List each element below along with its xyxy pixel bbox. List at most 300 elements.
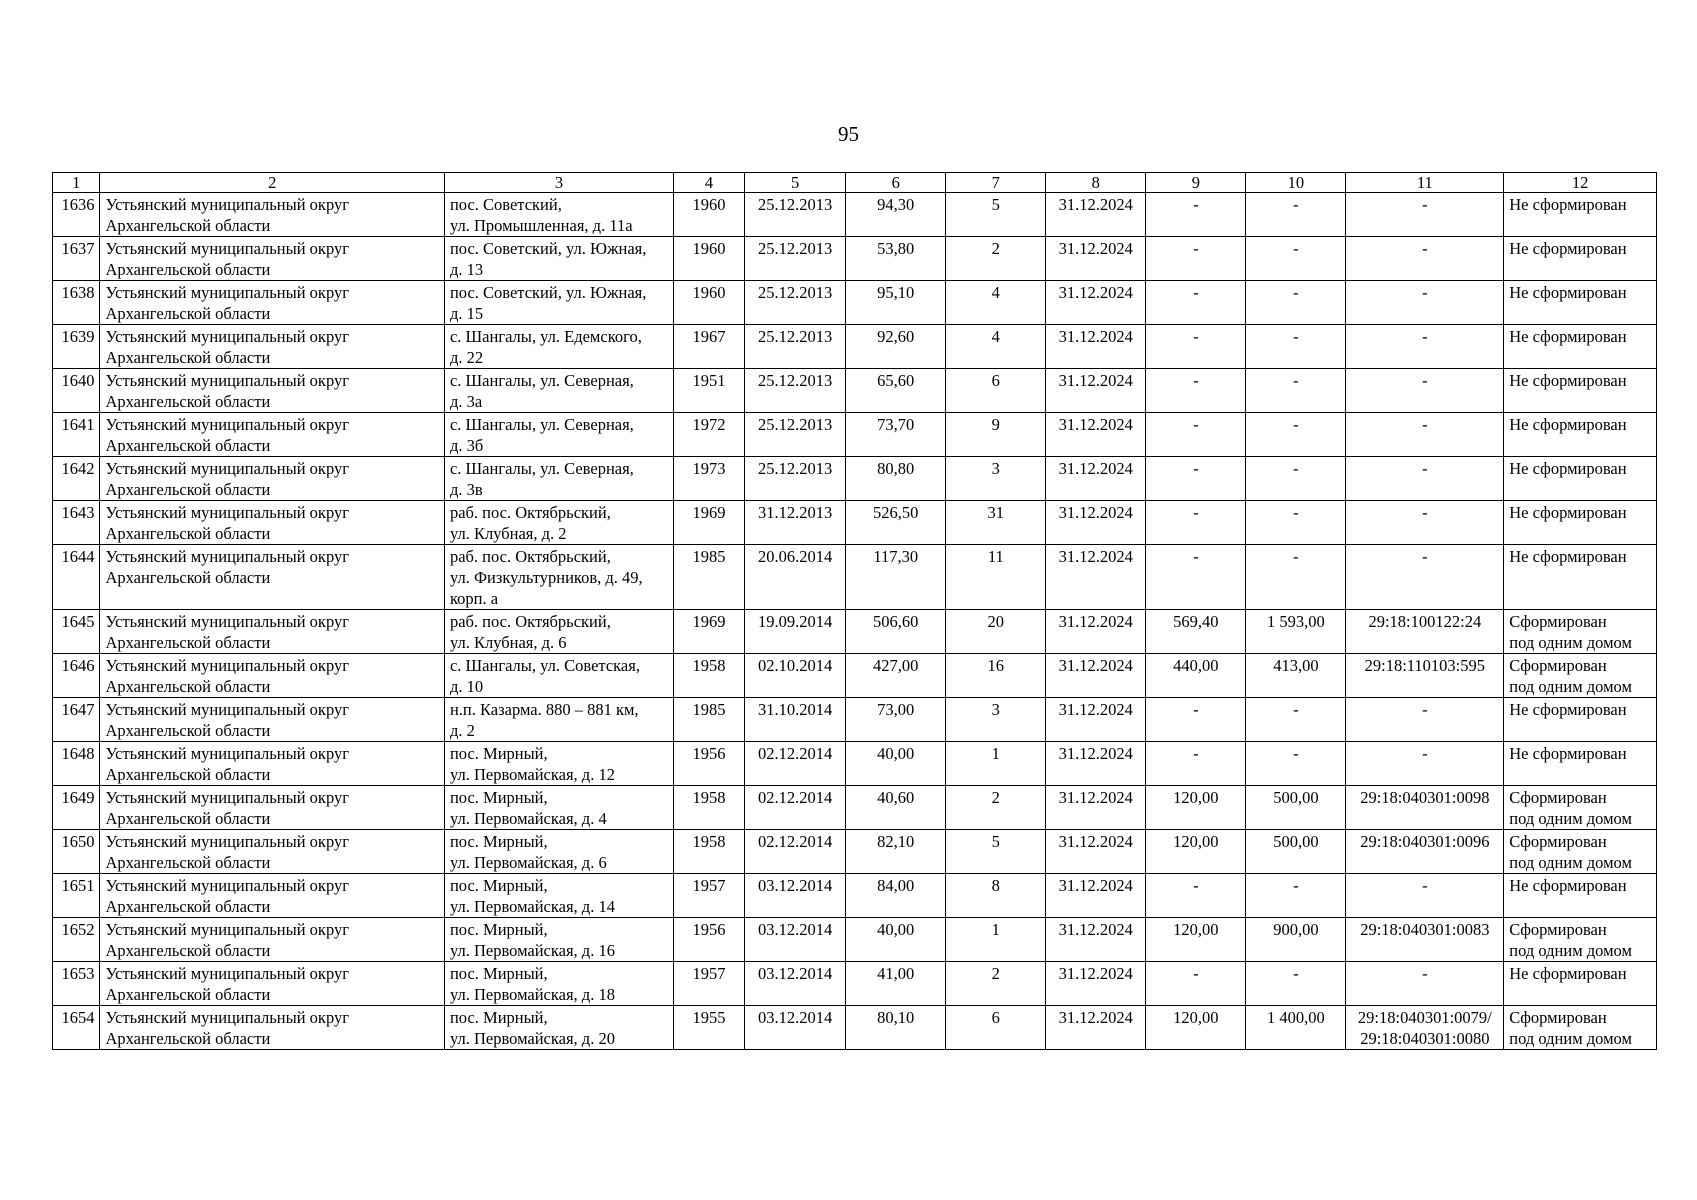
address-cell: [444, 786, 673, 830]
cadastral-number-line: -: [1422, 283, 1428, 302]
address-line: н.п. Казарма. 880 – 881 км,: [449, 700, 639, 719]
recognition-date-cell: 25.12.2013: [745, 457, 846, 501]
land-plot-status-cell: [1504, 962, 1657, 1006]
living-area-cell: 80,10: [846, 1006, 946, 1050]
municipality-line: Архангельской области: [105, 216, 271, 235]
municipality-cell: [100, 742, 445, 786]
land-value-cell: -: [1246, 962, 1346, 1006]
land-plot-status-line: Сформирован: [1509, 832, 1607, 851]
municipality-line: Устьянский муниципальный округ: [105, 283, 349, 302]
cadastral-number-cell: [1346, 545, 1504, 610]
residents-count-cell: 3: [946, 457, 1046, 501]
address-cell: [444, 742, 673, 786]
address-cell: [444, 501, 673, 545]
land-area-cell: -: [1146, 501, 1246, 545]
recognition-date-cell: 02.12.2014: [745, 742, 846, 786]
cadastral-number-cell: [1346, 1006, 1504, 1050]
land-area-cell: -: [1146, 545, 1246, 610]
address-line: с. Шангалы, ул. Советская,: [449, 656, 640, 675]
land-area-cell: 120,00: [1146, 1006, 1246, 1050]
year-built-cell: 1985: [673, 698, 744, 742]
address-line: ул. Первомайская, д. 6: [449, 853, 607, 872]
land-plot-status-line: Не сформирован: [1509, 239, 1627, 258]
land-plot-status-line: под одним домом: [1509, 941, 1632, 960]
municipality-cell: [100, 237, 445, 281]
cadastral-number-cell: [1346, 874, 1504, 918]
address-line: д. 2: [449, 721, 475, 740]
row-number: 1646: [53, 654, 100, 698]
land-plot-status-cell: [1504, 830, 1657, 874]
municipality-cell: [100, 830, 445, 874]
address-cell: [444, 698, 673, 742]
living-area-cell: 53,80: [846, 237, 946, 281]
year-built-cell: 1957: [673, 962, 744, 1006]
recognition-date-cell: 20.06.2014: [745, 545, 846, 610]
table-row: [53, 193, 1657, 237]
resettlement-deadline-cell: 31.12.2024: [1046, 501, 1146, 545]
table-row: [53, 325, 1657, 369]
living-area-cell: 506,60: [846, 610, 946, 654]
housing-register-table: [52, 172, 1657, 1050]
cadastral-number-line: 29:18:040301:0079/: [1357, 1008, 1492, 1027]
recognition-date-cell: 03.12.2014: [745, 874, 846, 918]
cadastral-number-line: -: [1422, 503, 1428, 522]
year-built-cell: 1956: [673, 918, 744, 962]
residents-count-cell: 1: [946, 742, 1046, 786]
land-area-cell: -: [1146, 698, 1246, 742]
municipality-cell: [100, 786, 445, 830]
municipality-cell: [100, 325, 445, 369]
table-row: [53, 654, 1657, 698]
year-built-cell: 1957: [673, 874, 744, 918]
municipality-line: Устьянский муниципальный округ: [105, 788, 349, 807]
table-row: [53, 786, 1657, 830]
land-value-cell: -: [1246, 742, 1346, 786]
land-plot-status-cell: [1504, 742, 1657, 786]
address-line: д. 15: [449, 304, 484, 323]
residents-count-cell: 6: [946, 369, 1046, 413]
land-value-cell: 1 400,00: [1246, 1006, 1346, 1050]
land-plot-status-cell: [1504, 413, 1657, 457]
municipality-cell: [100, 281, 445, 325]
cadastral-number-line: -: [1422, 700, 1428, 719]
column-number: 9: [1146, 173, 1246, 193]
address-line: пос. Советский,: [449, 195, 562, 214]
land-plot-status-cell: [1504, 457, 1657, 501]
table-row: [53, 742, 1657, 786]
cadastral-number-cell: [1346, 918, 1504, 962]
column-number: 4: [673, 173, 744, 193]
column-number: 11: [1346, 173, 1504, 193]
year-built-cell: 1960: [673, 193, 744, 237]
row-number: 1638: [53, 281, 100, 325]
resettlement-deadline-cell: 31.12.2024: [1046, 654, 1146, 698]
land-plot-status-cell: [1504, 193, 1657, 237]
municipality-line: Архангельской области: [105, 721, 271, 740]
living-area-cell: 427,00: [846, 654, 946, 698]
municipality-line: Устьянский муниципальный округ: [105, 700, 349, 719]
row-number: 1651: [53, 874, 100, 918]
cadastral-number-line: -: [1422, 371, 1428, 390]
recognition-date-cell: 31.12.2013: [745, 501, 846, 545]
cadastral-number-line: -: [1422, 876, 1428, 895]
cadastral-number-cell: [1346, 501, 1504, 545]
address-line: пос. Мирный,: [449, 1008, 548, 1027]
resettlement-deadline-cell: 31.12.2024: [1046, 786, 1146, 830]
address-line: пос. Мирный,: [449, 788, 548, 807]
municipality-line: Устьянский муниципальный округ: [105, 459, 349, 478]
land-plot-status-line: Не сформирован: [1509, 283, 1627, 302]
row-number: 1639: [53, 325, 100, 369]
land-value-cell: -: [1246, 281, 1346, 325]
land-plot-status-line: Не сформирован: [1509, 327, 1627, 346]
column-number: 8: [1046, 173, 1146, 193]
municipality-line: Устьянский муниципальный округ: [105, 832, 349, 851]
land-plot-status-cell: [1504, 281, 1657, 325]
address-cell: [444, 874, 673, 918]
recognition-date-cell: 03.12.2014: [745, 1006, 846, 1050]
municipality-line: Устьянский муниципальный округ: [105, 195, 349, 214]
address-line: пос. Мирный,: [449, 832, 548, 851]
land-plot-status-line: Не сформирован: [1509, 744, 1627, 763]
cadastral-number-cell: [1346, 610, 1504, 654]
land-plot-status-line: Не сформирован: [1509, 459, 1627, 478]
cadastral-number-cell: [1346, 654, 1504, 698]
municipality-cell: [100, 501, 445, 545]
address-cell: [444, 325, 673, 369]
resettlement-deadline-cell: 31.12.2024: [1046, 457, 1146, 501]
municipality-line: Устьянский муниципальный округ: [105, 876, 349, 895]
year-built-cell: 1969: [673, 501, 744, 545]
table-row: [53, 501, 1657, 545]
table-row: [53, 918, 1657, 962]
residents-count-cell: 2: [946, 786, 1046, 830]
living-area-cell: 82,10: [846, 830, 946, 874]
land-value-cell: 500,00: [1246, 830, 1346, 874]
recognition-date-cell: 25.12.2013: [745, 325, 846, 369]
table-row: [53, 610, 1657, 654]
municipality-line: Архангельской области: [105, 436, 271, 455]
table-body: [53, 173, 1657, 1050]
column-number: 2: [100, 173, 445, 193]
residents-count-cell: 11: [946, 545, 1046, 610]
column-number: 1: [53, 173, 100, 193]
land-plot-status-line: Не сформирован: [1509, 876, 1627, 895]
municipality-line: Архангельской области: [105, 392, 271, 411]
recognition-date-cell: 25.12.2013: [745, 413, 846, 457]
municipality-line: Устьянский муниципальный округ: [105, 656, 349, 675]
residents-count-cell: 2: [946, 237, 1046, 281]
cadastral-number-cell: [1346, 369, 1504, 413]
year-built-cell: 1960: [673, 281, 744, 325]
municipality-cell: [100, 545, 445, 610]
land-value-cell: -: [1246, 369, 1346, 413]
address-line: ул. Первомайская, д. 14: [449, 897, 615, 916]
recognition-date-cell: 02.12.2014: [745, 830, 846, 874]
municipality-line: Устьянский муниципальный округ: [105, 744, 349, 763]
municipality-line: Архангельской области: [105, 260, 271, 279]
residents-count-cell: 5: [946, 193, 1046, 237]
address-cell: [444, 281, 673, 325]
cadastral-number-cell: [1346, 962, 1504, 1006]
land-area-cell: -: [1146, 742, 1246, 786]
address-line: пос. Советский, ул. Южная,: [449, 239, 647, 258]
land-plot-status-cell: [1504, 1006, 1657, 1050]
recognition-date-cell: 25.12.2013: [745, 281, 846, 325]
land-plot-status-line: Не сформирован: [1509, 371, 1627, 390]
row-number: 1650: [53, 830, 100, 874]
recognition-date-cell: 19.09.2014: [745, 610, 846, 654]
land-value-cell: -: [1246, 325, 1346, 369]
resettlement-deadline-cell: 31.12.2024: [1046, 698, 1146, 742]
year-built-cell: 1969: [673, 610, 744, 654]
year-built-cell: 1973: [673, 457, 744, 501]
address-line: ул. Клубная, д. 2: [449, 524, 567, 543]
municipality-line: Архангельской области: [105, 765, 271, 784]
year-built-cell: 1958: [673, 654, 744, 698]
year-built-cell: 1960: [673, 237, 744, 281]
living-area-cell: 92,60: [846, 325, 946, 369]
address-line: пос. Советский, ул. Южная,: [449, 283, 647, 302]
cadastral-number-cell: [1346, 281, 1504, 325]
living-area-cell: 95,10: [846, 281, 946, 325]
municipality-cell: [100, 962, 445, 1006]
land-plot-status-cell: [1504, 237, 1657, 281]
address-line: д. 3а: [449, 392, 483, 411]
municipality-cell: [100, 1006, 445, 1050]
table-row: [53, 369, 1657, 413]
row-number: 1653: [53, 962, 100, 1006]
table-row: [53, 413, 1657, 457]
land-plot-status-line: Не сформирован: [1509, 964, 1627, 983]
column-number: 3: [444, 173, 673, 193]
land-plot-status-line: под одним домом: [1509, 677, 1632, 696]
residents-count-cell: 3: [946, 698, 1046, 742]
land-value-cell: -: [1246, 874, 1346, 918]
resettlement-deadline-cell: 31.12.2024: [1046, 962, 1146, 1006]
land-value-cell: -: [1246, 545, 1346, 610]
cadastral-number-cell: [1346, 413, 1504, 457]
land-plot-status-line: под одним домом: [1509, 809, 1632, 828]
resettlement-deadline-cell: 31.12.2024: [1046, 281, 1146, 325]
land-area-cell: -: [1146, 325, 1246, 369]
land-area-cell: -: [1146, 962, 1246, 1006]
land-value-cell: 900,00: [1246, 918, 1346, 962]
land-plot-status-line: Сформирован: [1509, 656, 1607, 675]
address-line: ул. Первомайская, д. 4: [449, 809, 607, 828]
residents-count-cell: 4: [946, 325, 1046, 369]
living-area-cell: 73,70: [846, 413, 946, 457]
resettlement-deadline-cell: 31.12.2024: [1046, 610, 1146, 654]
row-number: 1648: [53, 742, 100, 786]
year-built-cell: 1985: [673, 545, 744, 610]
resettlement-deadline-cell: 31.12.2024: [1046, 545, 1146, 610]
residents-count-cell: 1: [946, 918, 1046, 962]
address-line: корп. а: [449, 589, 499, 608]
year-built-cell: 1972: [673, 413, 744, 457]
address-cell: [444, 237, 673, 281]
row-number: 1652: [53, 918, 100, 962]
address-cell: [444, 193, 673, 237]
cadastral-number-line: -: [1422, 964, 1428, 983]
municipality-line: Архангельской области: [105, 480, 271, 499]
municipality-line: Устьянский муниципальный округ: [105, 371, 349, 390]
resettlement-deadline-cell: 31.12.2024: [1046, 413, 1146, 457]
land-area-cell: 120,00: [1146, 918, 1246, 962]
municipality-cell: [100, 457, 445, 501]
municipality-cell: [100, 610, 445, 654]
year-built-cell: 1951: [673, 369, 744, 413]
municipality-cell: [100, 874, 445, 918]
address-line: ул. Клубная, д. 6: [449, 633, 567, 652]
cadastral-number-cell: [1346, 325, 1504, 369]
year-built-cell: 1967: [673, 325, 744, 369]
address-cell: [444, 457, 673, 501]
row-number: 1637: [53, 237, 100, 281]
resettlement-deadline-cell: 31.12.2024: [1046, 237, 1146, 281]
land-plot-status-line: Сформирован: [1509, 788, 1607, 807]
living-area-cell: 40,60: [846, 786, 946, 830]
year-built-cell: 1955: [673, 1006, 744, 1050]
municipality-cell: [100, 193, 445, 237]
land-plot-status-line: Не сформирован: [1509, 503, 1627, 522]
residents-count-cell: 8: [946, 874, 1046, 918]
row-number: 1642: [53, 457, 100, 501]
address-cell: [444, 918, 673, 962]
municipality-line: Устьянский муниципальный округ: [105, 612, 349, 631]
municipality-cell: [100, 698, 445, 742]
row-number: 1647: [53, 698, 100, 742]
cadastral-number-line: -: [1422, 239, 1428, 258]
land-plot-status-line: Не сформирован: [1509, 547, 1627, 566]
row-number: 1641: [53, 413, 100, 457]
page-number: 95: [838, 122, 859, 146]
residents-count-cell: 20: [946, 610, 1046, 654]
municipality-cell: [100, 369, 445, 413]
land-plot-status-cell: [1504, 874, 1657, 918]
municipality-line: Архангельской области: [105, 853, 271, 872]
address-line: раб. пос. Октябрьский,: [449, 612, 611, 631]
resettlement-deadline-cell: 31.12.2024: [1046, 369, 1146, 413]
cadastral-number-line: 29:18:040301:0098: [1360, 788, 1490, 807]
land-value-cell: -: [1246, 457, 1346, 501]
recognition-date-cell: 02.10.2014: [745, 654, 846, 698]
municipality-line: Архангельской области: [105, 985, 271, 1004]
row-number: 1643: [53, 501, 100, 545]
land-area-cell: 120,00: [1146, 830, 1246, 874]
address-line: пос. Мирный,: [449, 964, 548, 983]
address-line: ул. Первомайская, д. 20: [449, 1029, 615, 1048]
land-plot-status-cell: [1504, 698, 1657, 742]
municipality-line: Устьянский муниципальный округ: [105, 415, 349, 434]
residents-count-cell: 4: [946, 281, 1046, 325]
municipality-line: Архангельской области: [105, 941, 271, 960]
address-line: с. Шангалы, ул. Северная,: [449, 459, 634, 478]
municipality-line: Архангельской области: [105, 568, 271, 587]
living-area-cell: 40,00: [846, 742, 946, 786]
address-cell: [444, 413, 673, 457]
land-plot-status-cell: [1504, 610, 1657, 654]
resettlement-deadline-cell: 31.12.2024: [1046, 918, 1146, 962]
cadastral-number-line: 29:18:040301:0096: [1360, 832, 1490, 851]
cadastral-number-line: -: [1422, 744, 1428, 763]
table-row: [53, 698, 1657, 742]
address-line: д. 3б: [449, 436, 484, 455]
municipality-line: Устьянский муниципальный округ: [105, 964, 349, 983]
address-line: раб. пос. Октябрьский,: [449, 547, 611, 566]
living-area-cell: 65,60: [846, 369, 946, 413]
address-line: раб. пос. Октябрьский,: [449, 503, 611, 522]
land-plot-status-line: Сформирован: [1509, 612, 1607, 631]
municipality-line: Устьянский муниципальный округ: [105, 503, 349, 522]
residents-count-cell: 6: [946, 1006, 1046, 1050]
land-value-cell: -: [1246, 237, 1346, 281]
resettlement-deadline-cell: 31.12.2024: [1046, 874, 1146, 918]
land-value-cell: -: [1246, 501, 1346, 545]
living-area-cell: 40,00: [846, 918, 946, 962]
row-number: 1640: [53, 369, 100, 413]
living-area-cell: 94,30: [846, 193, 946, 237]
land-plot-status-cell: [1504, 325, 1657, 369]
year-built-cell: 1958: [673, 830, 744, 874]
address-line: д. 3в: [449, 480, 483, 499]
municipality-line: Архангельской области: [105, 677, 271, 696]
living-area-cell: 41,00: [846, 962, 946, 1006]
resettlement-deadline-cell: 31.12.2024: [1046, 742, 1146, 786]
row-number: 1645: [53, 610, 100, 654]
address-line: с. Шангалы, ул. Северная,: [449, 371, 634, 390]
cadastral-number-line: -: [1422, 415, 1428, 434]
municipality-line: Устьянский муниципальный округ: [105, 1008, 349, 1027]
land-plot-status-line: Не сформирован: [1509, 415, 1627, 434]
cadastral-number-line: 29:18:110103:595: [1364, 656, 1486, 675]
municipality-cell: [100, 918, 445, 962]
land-plot-status-line: под одним домом: [1509, 633, 1632, 652]
living-area-cell: 117,30: [846, 545, 946, 610]
municipality-cell: [100, 654, 445, 698]
residents-count-cell: 16: [946, 654, 1046, 698]
cadastral-number-line: -: [1422, 195, 1428, 214]
land-area-cell: -: [1146, 413, 1246, 457]
living-area-cell: 526,50: [846, 501, 946, 545]
address-line: д. 13: [449, 260, 484, 279]
address-line: ул. Первомайская, д. 18: [449, 985, 615, 1004]
residents-count-cell: 2: [946, 962, 1046, 1006]
land-area-cell: -: [1146, 457, 1246, 501]
land-value-cell: -: [1246, 698, 1346, 742]
address-cell: [444, 1006, 673, 1050]
address-cell: [444, 610, 673, 654]
living-area-cell: 84,00: [846, 874, 946, 918]
municipality-cell: [100, 413, 445, 457]
cadastral-number-cell: [1346, 830, 1504, 874]
cadastral-number-line: 29:18:040301:0083: [1360, 920, 1490, 939]
recognition-date-cell: 03.12.2014: [745, 918, 846, 962]
land-area-cell: -: [1146, 193, 1246, 237]
address-cell: [444, 545, 673, 610]
address-line: с. Шангалы, ул. Северная,: [449, 415, 634, 434]
land-area-cell: -: [1146, 369, 1246, 413]
land-plot-status-cell: [1504, 786, 1657, 830]
land-area-cell: -: [1146, 874, 1246, 918]
residents-count-cell: 9: [946, 413, 1046, 457]
land-plot-status-cell: [1504, 545, 1657, 610]
cadastral-number-line: -: [1422, 459, 1428, 478]
table-row: [53, 545, 1657, 610]
cadastral-number-cell: [1346, 698, 1504, 742]
resettlement-deadline-cell: 31.12.2024: [1046, 193, 1146, 237]
living-area-cell: 73,00: [846, 698, 946, 742]
